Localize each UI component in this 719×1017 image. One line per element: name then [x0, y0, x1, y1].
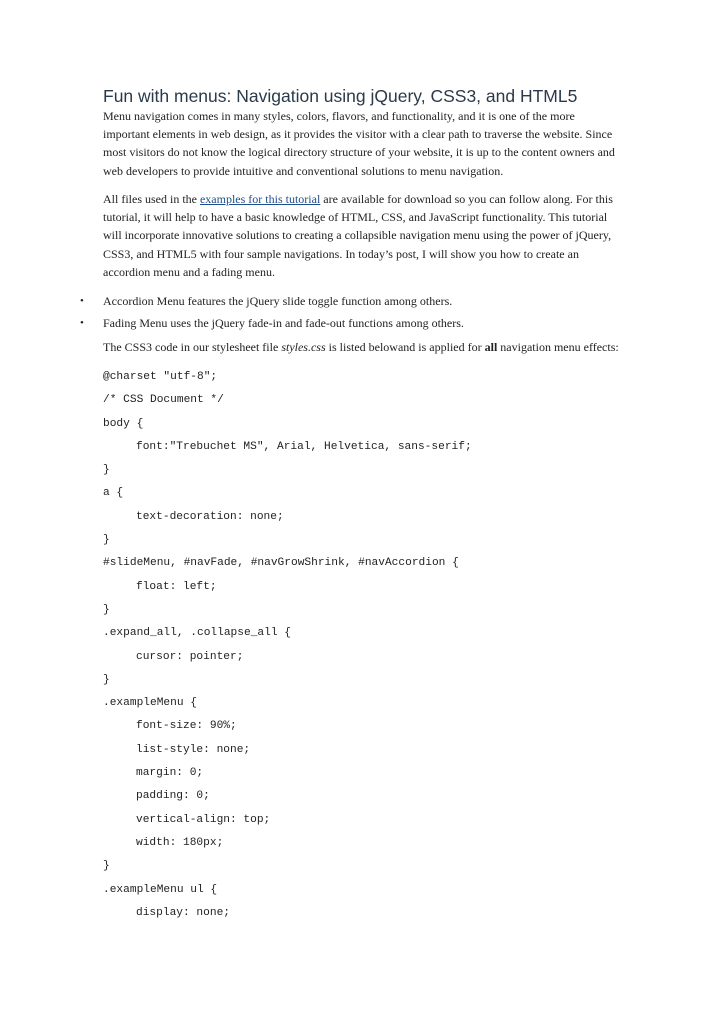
stylesheet-text-end: navigation menu effects: — [497, 340, 619, 354]
code-line: list-style: none; — [136, 743, 251, 756]
files-paragraph-text-start: All files used in the — [103, 192, 200, 206]
code-line: } — [103, 673, 110, 686]
code-line: display: none; — [136, 906, 230, 919]
stylesheet-bold-word: all — [484, 340, 498, 354]
code-line: text-decoration: none; — [136, 510, 284, 523]
stylesheet-text-mid: is listed belowand is applied for — [325, 340, 485, 354]
list-item-text: Fading Menu uses the jQuery fade-in and fade-out functions among others. — [103, 316, 464, 330]
stylesheet-filename: styles.css — [281, 340, 326, 354]
list-item-text: Accordion Menu features the jQuery slide toggle function among others. — [103, 294, 453, 308]
bullet-icon: • — [80, 317, 84, 329]
files-paragraph — [103, 190, 623, 281]
code-line: body { — [103, 417, 144, 430]
code-line: padding: 0; — [136, 790, 210, 803]
bullet-icon: • — [80, 295, 84, 307]
code-line: font:"Trebuchet MS", Arial, Helvetica, sans-serif; — [136, 440, 472, 453]
examples-tutorial-link[interactable]: examples for this tutorial — [199, 192, 321, 206]
stylesheet-paragraph — [103, 340, 623, 355]
code-line: vertical-align: top; — [136, 813, 271, 826]
code-line: @charset "utf-8"; — [103, 371, 218, 383]
list-item — [0, 292, 700, 314]
code-line: } — [103, 603, 110, 616]
list-item — [0, 314, 700, 336]
code-line: } — [103, 534, 110, 547]
code-line: } — [103, 860, 110, 873]
code-line: /* CSS Document */ — [103, 394, 224, 407]
files-paragraph-text-end: are available for download so you can follow along. For this tutorial, it will help to have a basic knowledge of HTML, CSS, and JavaScript functionality. This tutorial will incorporate innovative solutions to creating a collapsible navigation menu using the power of jQuery, CSS3, and HTML5 with four sample navigations. In today’s post, I will show you how to create an accordion menu and a fading menu. — [103, 192, 613, 279]
article-title: Fun with menus: Navigation using jQuery, CSS3, and HTML5 — [103, 86, 578, 106]
code-line: .expand_all, .collapse_all { — [103, 627, 291, 640]
code-line: margin: 0; — [136, 767, 204, 780]
feature-list — [0, 292, 700, 336]
code-line: .exampleMenu { — [103, 697, 197, 710]
intro-paragraph: Menu navigation comes in many styles, colors, flavors, and functionality, and it is one of the more important elements in web design, as it provides the visitor with a clear path to traverse the website. Since most visitors do not know the logical directory structure of your website, it is up to the content owners and web developers to provide intuitive and conventional solutions to menu navigation. — [103, 109, 615, 178]
code-line: } — [103, 464, 110, 477]
stylesheet-text-start: The CSS3 code in our stylesheet file — [103, 340, 282, 354]
code-line: #slideMenu, #navFade, #navGrowShrink, #navAccordion { — [103, 557, 459, 570]
css-code-block — [103, 369, 663, 928]
code-line: a { — [103, 487, 124, 500]
code-line: width: 180px; — [136, 836, 224, 849]
code-line: .exampleMenu ul { — [103, 883, 218, 896]
code-line: float: left; — [136, 580, 217, 593]
code-line: font-size: 90%; — [136, 720, 237, 733]
code-line: cursor: pointer; — [136, 650, 244, 663]
